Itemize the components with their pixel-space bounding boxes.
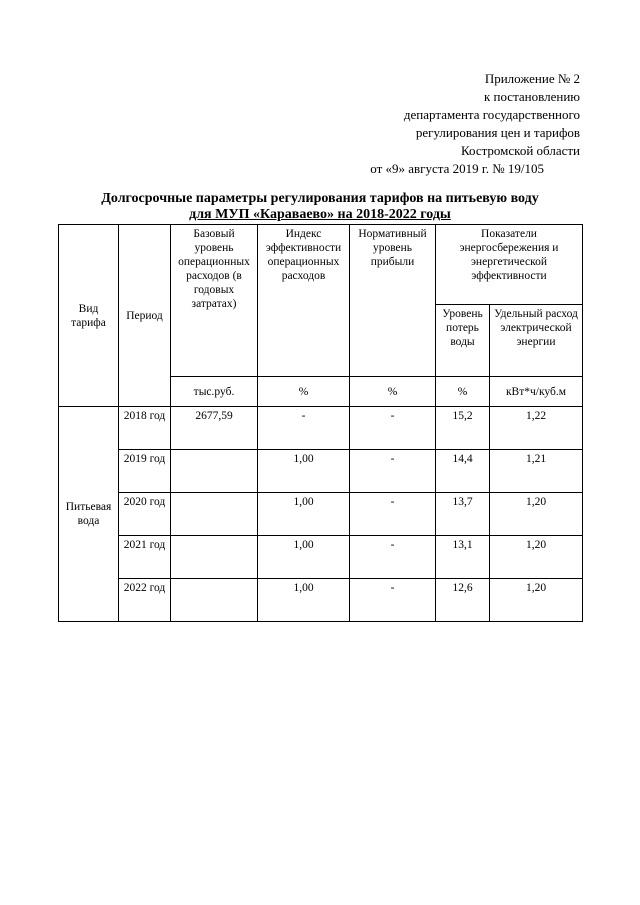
- header-loss-level: Уровень потерь воды: [436, 305, 490, 377]
- appendix-line: Приложение № 2: [484, 71, 580, 86]
- table-row: [59, 407, 583, 450]
- appendix-line: департамента государственного: [403, 107, 580, 122]
- specific-consumption-cell: 1,20: [490, 493, 583, 536]
- appendix-line: регулирования цен и тарифов: [415, 125, 580, 140]
- table-row: [59, 579, 583, 622]
- appendix-date-line: от «9» августа 2019 г. № 19/105: [370, 161, 544, 176]
- efficiency-index-cell: 1,00: [258, 579, 350, 622]
- unit-base-level: тыс.руб.: [171, 377, 258, 407]
- unit-specific-consumption: кВт*ч/куб.м: [490, 377, 583, 407]
- appendix-line: к постановлению: [483, 89, 580, 104]
- loss-level-cell: 14,4: [436, 450, 490, 493]
- base-level-cell: [171, 450, 258, 493]
- profit-level-cell: -: [350, 450, 436, 493]
- header-period: Период: [119, 225, 171, 407]
- base-level-cell: [171, 493, 258, 536]
- appendix-block: [370, 70, 580, 178]
- profit-level-cell: -: [350, 493, 436, 536]
- unit-profit-level: %: [350, 377, 436, 407]
- loss-level-cell: 13,1: [436, 536, 490, 579]
- tariff-parameters-table: [58, 224, 583, 622]
- table-row: [59, 450, 583, 493]
- loss-level-cell: 13,7: [436, 493, 490, 536]
- header-energy-group: Показатели энергосбережения и энергетической эффективности: [436, 225, 583, 305]
- specific-consumption-cell: 1,22: [490, 407, 583, 450]
- profit-level-cell: -: [350, 407, 436, 450]
- header-specific-consumption: Удельный расход электрической энергии: [490, 305, 583, 377]
- period-cell: 2022 год: [119, 579, 171, 622]
- period-cell: 2019 год: [119, 450, 171, 493]
- base-level-cell: [171, 536, 258, 579]
- title-line-2: для МУП «Караваево» на 2018-2022 годы: [189, 207, 451, 222]
- document-title: [58, 191, 582, 223]
- specific-consumption-cell: 1,20: [490, 579, 583, 622]
- header-base-level: Базовый уровень операционных расходов (в годовых затратах): [171, 225, 258, 377]
- profit-level-cell: -: [350, 536, 436, 579]
- table-row: [59, 536, 583, 579]
- efficiency-index-cell: 1,00: [258, 536, 350, 579]
- specific-consumption-cell: 1,21: [490, 450, 583, 493]
- efficiency-index-cell: 1,00: [258, 450, 350, 493]
- table-row: [59, 493, 583, 536]
- tariff-name-cell: Питьевая вода: [59, 407, 119, 622]
- base-level-cell: 2677,59: [171, 407, 258, 450]
- period-cell: 2021 год: [119, 536, 171, 579]
- period-cell: 2020 год: [119, 493, 171, 536]
- unit-loss-level: %: [436, 377, 490, 407]
- base-level-cell: [171, 579, 258, 622]
- header-profit-level: Нормативный уровень прибыли: [350, 225, 436, 377]
- efficiency-index-cell: -: [258, 407, 350, 450]
- efficiency-index-cell: 1,00: [258, 493, 350, 536]
- appendix-line: Костромской области: [460, 143, 580, 158]
- title-line-1: Долгосрочные параметры регулирования тарифов на питьевую воду: [101, 191, 539, 206]
- loss-level-cell: 12,6: [436, 579, 490, 622]
- specific-consumption-cell: 1,20: [490, 536, 583, 579]
- loss-level-cell: 15,2: [436, 407, 490, 450]
- header-efficiency-index: Индекс эффективности операционных расходов: [258, 225, 350, 377]
- header-tariff-type: Вид тарифа: [59, 225, 119, 407]
- unit-efficiency-index: %: [258, 377, 350, 407]
- profit-level-cell: -: [350, 579, 436, 622]
- period-cell: 2018 год: [119, 407, 171, 450]
